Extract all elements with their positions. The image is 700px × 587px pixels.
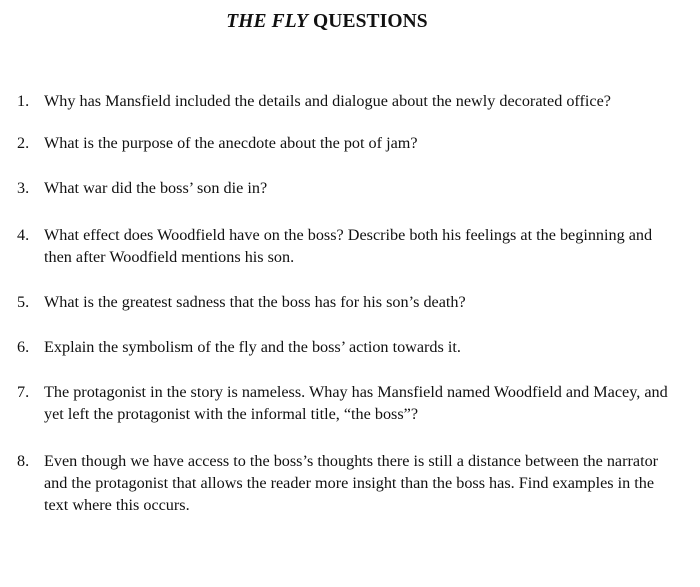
question-number: 7. bbox=[17, 383, 30, 401]
question-text: Even though we have access to the boss’s thoughts there is still a distance between the narrator and the protagonist that allows the reader more insight than the boss has. Find examples in the text where this occurs. bbox=[44, 452, 659, 514]
question-number: 3. bbox=[17, 179, 30, 197]
question-text: What effect does Woodfield have on the boss? Describe both his feelings at the beginning and then after Woodfield mentions his son. bbox=[44, 226, 653, 266]
question-number: 5. bbox=[17, 293, 30, 311]
question-number: 1. bbox=[17, 92, 30, 110]
title-italic-part: THE FLY bbox=[226, 11, 309, 32]
title-plain-part: QUESTIONS bbox=[308, 11, 428, 32]
question-number: 2. bbox=[17, 134, 30, 152]
question-text: Explain the symbolism of the fly and the boss’ action towards it. bbox=[44, 338, 461, 356]
question-number: 4. bbox=[17, 226, 30, 244]
page-title bbox=[0, 11, 654, 33]
question-number: 8. bbox=[17, 452, 30, 470]
question-number: 6. bbox=[17, 338, 30, 356]
question-text: What is the greatest sadness that the boss has for his son’s death? bbox=[44, 293, 466, 311]
question-text: Why has Mansfield included the details and dialogue about the newly decorated office? bbox=[44, 92, 611, 110]
question-text: The protagonist in the story is nameless. Whay has Mansfield named Woodfield and Macey, and yet left the protagonist with the informal title, “the boss”? bbox=[44, 383, 668, 423]
question-text: What is the purpose of the anecdote about the pot of jam? bbox=[44, 134, 418, 152]
question-text: What war did the boss’ son die in? bbox=[44, 179, 268, 197]
